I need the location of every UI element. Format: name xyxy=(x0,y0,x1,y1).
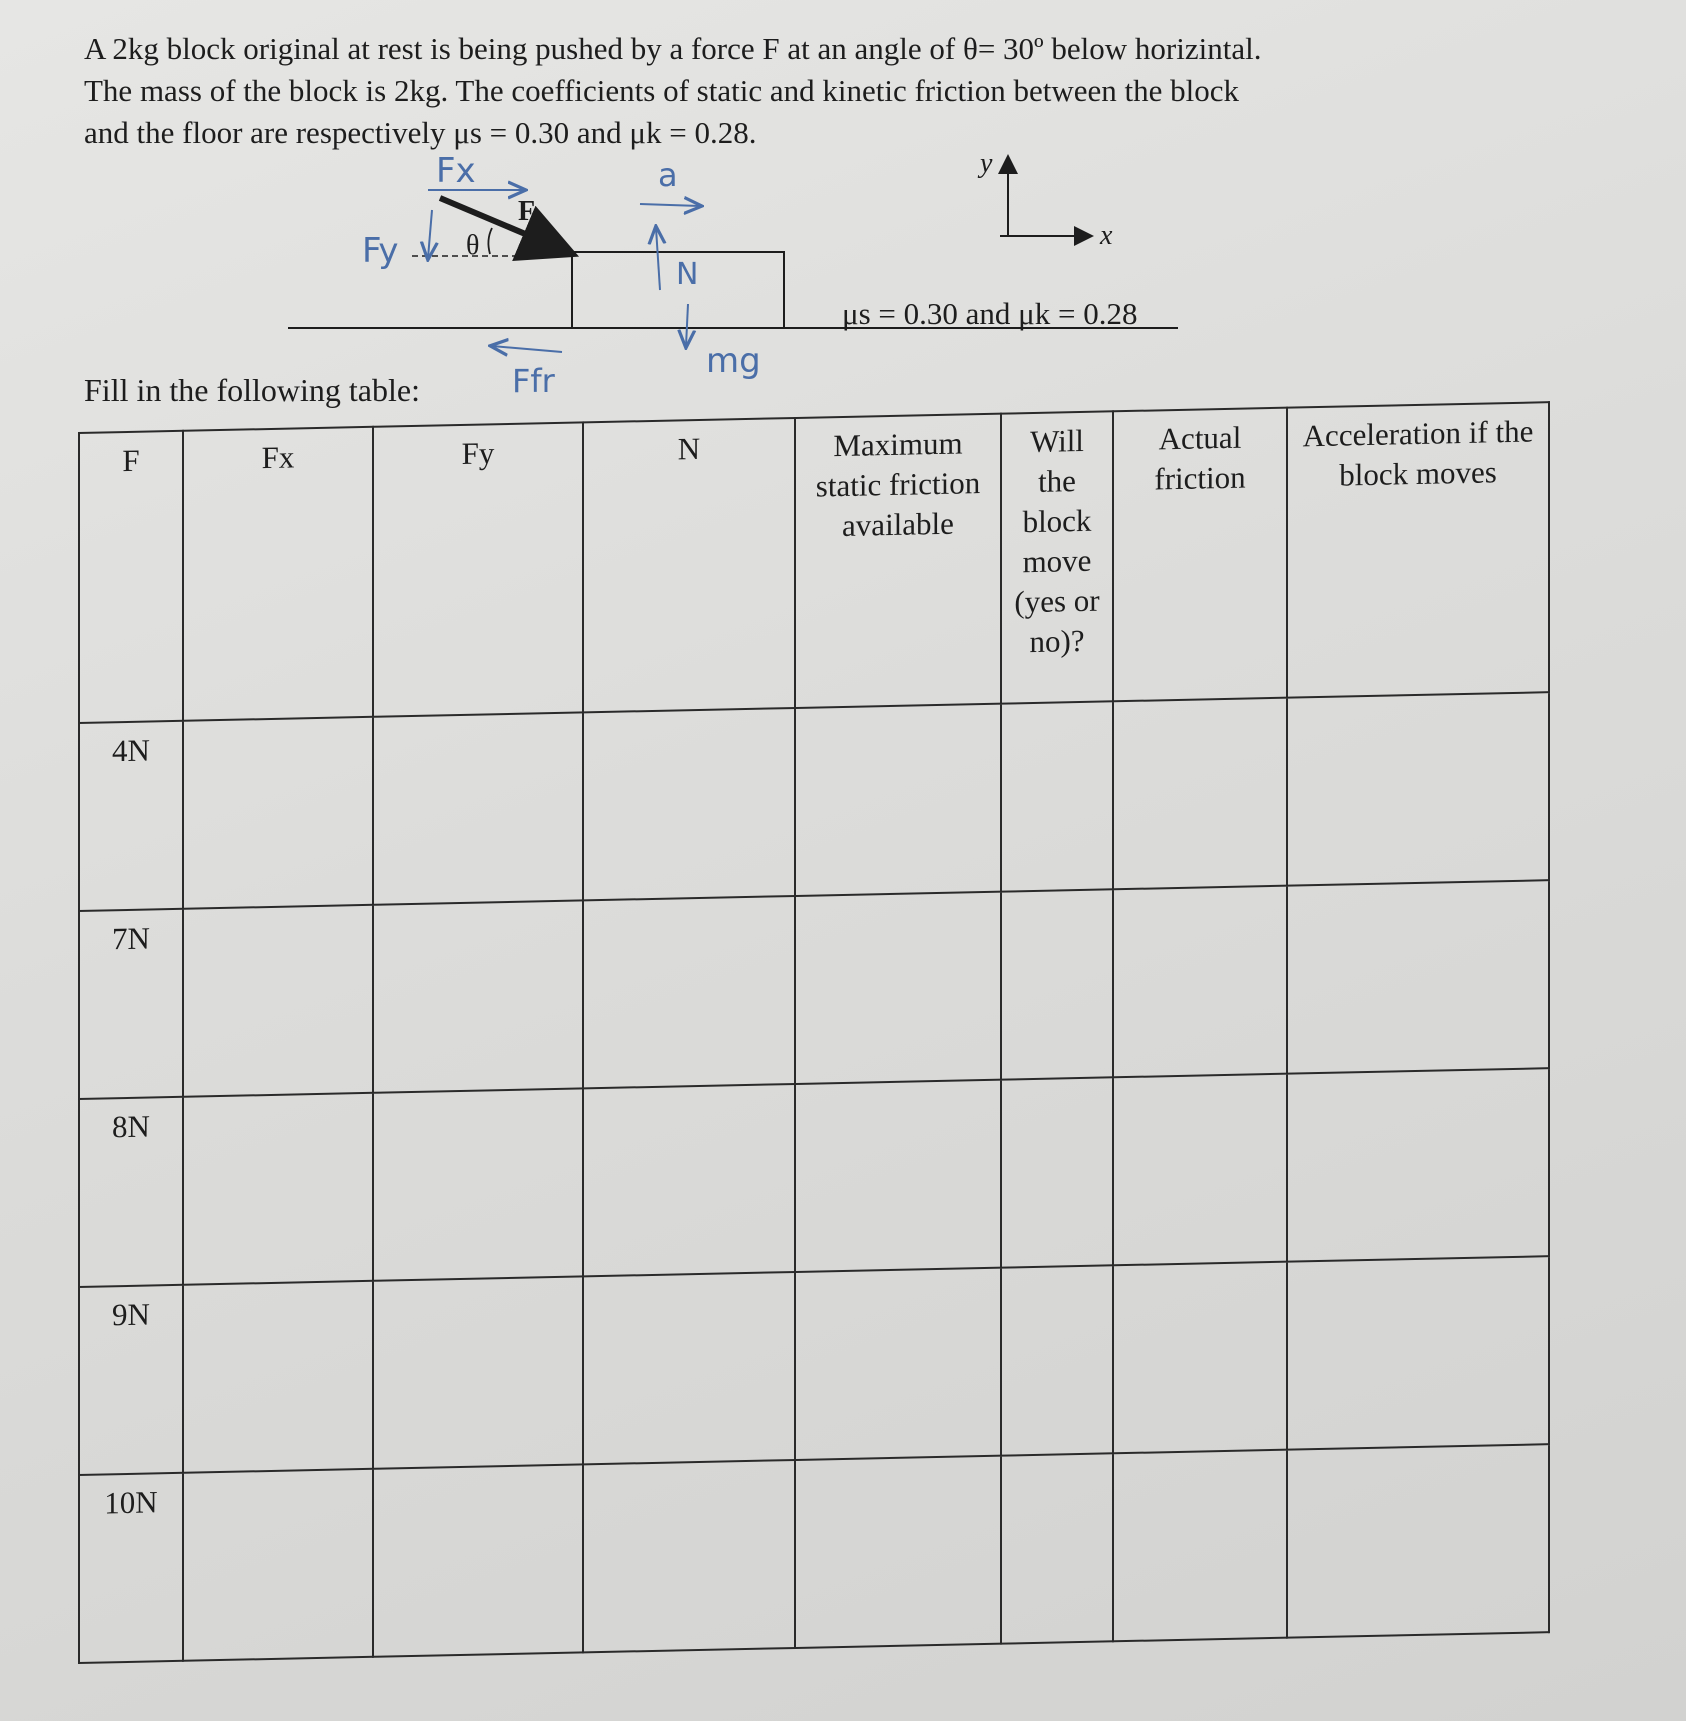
cell-actual-friction[interactable] xyxy=(1113,1450,1287,1642)
cell-max-static-friction[interactable] xyxy=(795,1268,1001,1460)
cell-max-static-friction[interactable] xyxy=(795,1456,1001,1648)
header-will-move: Will the block move (yes or no)? xyxy=(1001,411,1113,703)
handwritten-mg: mg xyxy=(706,341,761,381)
angle-arc xyxy=(488,228,492,254)
handwritten-ffr: Ffr xyxy=(512,362,555,400)
cell-max-static-friction[interactable] xyxy=(795,1080,1001,1272)
table-row xyxy=(79,1068,1549,1287)
handwritten-n: N xyxy=(676,257,699,292)
fill-instruction: Fill in the following table: xyxy=(84,372,420,408)
cell-will-move[interactable] xyxy=(1001,889,1113,1079)
cell-acceleration[interactable] xyxy=(1287,880,1549,1073)
cell-fy[interactable] xyxy=(373,900,583,1092)
cell-n[interactable] xyxy=(583,1460,795,1652)
table-row xyxy=(79,1444,1549,1663)
cell-fx[interactable] xyxy=(183,1093,373,1285)
row-force-value: 9N xyxy=(79,1285,183,1475)
cell-acceleration[interactable] xyxy=(1287,1444,1549,1637)
problem-line-1: A 2kg block original at rest is being pushed by a force F at an angle of θ= 30º below horizintal. xyxy=(84,31,1262,66)
header-acceleration: Acceleration if the block moves xyxy=(1287,402,1549,697)
cell-will-move[interactable] xyxy=(1001,701,1113,891)
angle-label: θ xyxy=(466,230,480,261)
handwritten-fy-arrow xyxy=(428,210,432,258)
handwritten-mg-arrow xyxy=(686,304,688,346)
cell-fy[interactable] xyxy=(373,1088,583,1280)
cell-fx[interactable] xyxy=(183,1281,373,1473)
force-arrow xyxy=(440,198,568,252)
problem-line-2: The mass of the block is 2kg. The coefficients of static and kinetic friction between the block xyxy=(84,73,1239,108)
table-row xyxy=(79,1256,1549,1475)
header-f: F xyxy=(79,431,183,723)
cell-max-static-friction[interactable] xyxy=(795,704,1001,896)
cell-actual-friction[interactable] xyxy=(1113,698,1287,890)
cell-fy[interactable] xyxy=(373,712,583,904)
header-fy: Fy xyxy=(373,422,583,716)
cell-fx[interactable] xyxy=(183,905,373,1097)
cell-n[interactable] xyxy=(583,708,795,900)
cell-actual-friction[interactable] xyxy=(1113,1262,1287,1454)
cell-actual-friction[interactable] xyxy=(1113,1074,1287,1266)
cell-fy[interactable] xyxy=(373,1276,583,1468)
cell-will-move[interactable] xyxy=(1001,1265,1113,1455)
header-actual-friction: Actual friction xyxy=(1113,408,1287,702)
row-force-value: 10N xyxy=(79,1473,183,1663)
cell-actual-friction[interactable] xyxy=(1113,886,1287,1078)
coefficient-label: μs = 0.30 and μk = 0.28 xyxy=(842,296,1138,331)
header-max-static-friction: Maximum static friction available xyxy=(795,414,1001,708)
axis-x-label: x xyxy=(1100,220,1113,251)
cell-n[interactable] xyxy=(583,1084,795,1276)
force-diagram xyxy=(0,0,1686,420)
force-label: F xyxy=(518,196,536,227)
cell-will-move[interactable] xyxy=(1001,1077,1113,1267)
cell-acceleration[interactable] xyxy=(1287,692,1549,885)
handwritten-fy: Fy xyxy=(362,231,399,271)
problem-line-3: and the floor are respectively μs = 0.30 and μk = 0.28. xyxy=(84,115,757,150)
header-row xyxy=(79,402,1549,723)
handwritten-fx: Fx xyxy=(436,151,476,191)
handwritten-ffr-arrow xyxy=(492,346,562,352)
cell-fy[interactable] xyxy=(373,1464,583,1656)
header-fx: Fx xyxy=(183,427,373,721)
row-force-value: 7N xyxy=(79,909,183,1099)
cell-fx[interactable] xyxy=(183,717,373,909)
cell-n[interactable] xyxy=(583,896,795,1088)
table-row xyxy=(79,692,1549,911)
cell-acceleration[interactable] xyxy=(1287,1068,1549,1261)
header-n: N xyxy=(583,418,795,712)
table-row xyxy=(79,880,1549,1099)
answer-table xyxy=(78,401,1550,1664)
row-force-value: 8N xyxy=(79,1097,183,1287)
cell-fx[interactable] xyxy=(183,1469,373,1661)
axis-y-label: y xyxy=(980,148,993,179)
cell-n[interactable] xyxy=(583,1272,795,1464)
cell-acceleration[interactable] xyxy=(1287,1256,1549,1449)
handwritten-n-arrow xyxy=(656,228,660,290)
cell-will-move[interactable] xyxy=(1001,1453,1113,1643)
cell-max-static-friction[interactable] xyxy=(795,892,1001,1084)
handwritten-a: a xyxy=(658,156,678,194)
handwritten-a-arrow xyxy=(640,204,700,206)
row-force-value: 4N xyxy=(79,721,183,911)
